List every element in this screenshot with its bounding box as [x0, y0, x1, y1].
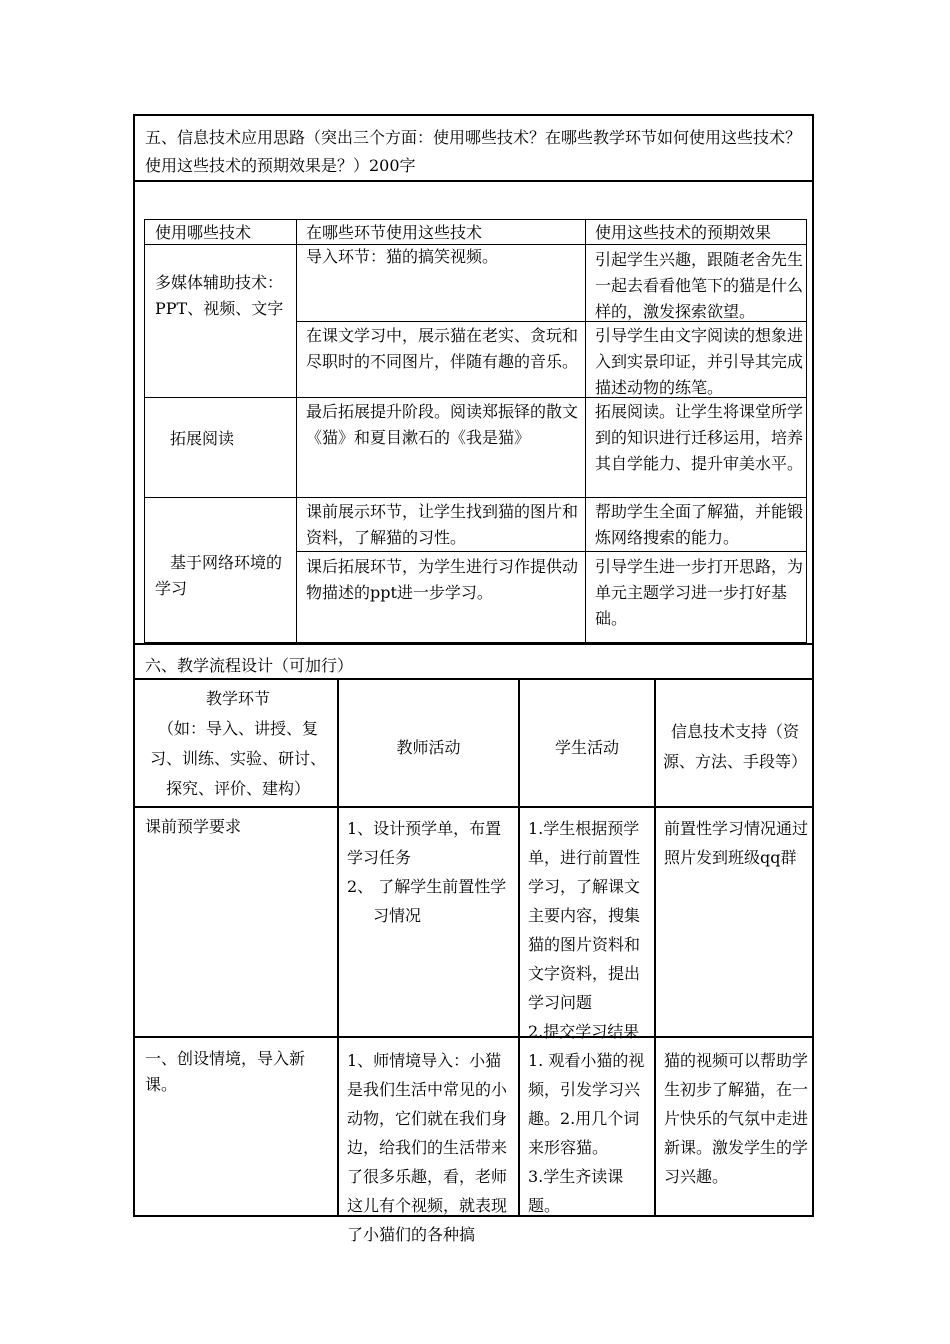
- tech-header-tech: 使用哪些技术: [155, 223, 252, 242]
- flow-student-item: 2.提交学习结果: [528, 1022, 640, 1041]
- tech-header-stage: 在哪些环节使用这些技术: [306, 223, 483, 242]
- tech-stage-cell: 课后拓展环节，为学生进行习作提供动物描述的ppt进一步学习。: [306, 557, 579, 602]
- tech-effect-cell: 引导学生由文字阅读的想象进入到实景印证，并引导其完成描述动物的练笔。: [595, 326, 804, 397]
- flow-student-item: 1. 观看小猫的视频，引发学习兴趣。2.用几个词来形容猫。: [528, 1051, 645, 1157]
- tech-stage-cell: 在课文学习中，展示猫在老实、贪玩和尽职时的不同图片，伴随有趣的音乐。: [306, 326, 579, 371]
- tech-group-multimedia: 多媒体辅助技术：PPT、视频、文字: [155, 273, 284, 318]
- flow-teacher-cell: [347, 814, 513, 930]
- flow-student-item: 3.学生齐读课题。: [528, 1167, 624, 1215]
- flow-header-student: 学生活动: [554, 738, 619, 757]
- flow-it-cell: 前置性学习情况通过照片发到班级qq群: [664, 819, 809, 867]
- tech-effect-cell: 引导学生进一步打开思路，为单元主题学习进一步打好基础。: [595, 557, 804, 628]
- tech-group-reading: 拓展阅读: [170, 429, 235, 448]
- flow-student-cell: [528, 814, 652, 1046]
- flow-header-it: 信息技术支持（资源、方法、手段等）: [662, 722, 807, 771]
- flow-stage-cell: 一、创设情境，导入新课。: [145, 1049, 306, 1094]
- tech-table: [144, 219, 807, 643]
- tech-group-network: 基于网络环境的学习: [155, 553, 283, 598]
- flow-student-cell: [528, 1046, 652, 1220]
- tech-effect-cell: 帮助学生全面了解猫，并能锻炼网络搜索的能力。: [595, 502, 804, 547]
- section5-heading: 五、信息技术应用思路（突出三个方面：使用哪些技术？在哪些教学环节如何使用这些技术？使用这些技术的预期效果是？）200字: [135, 116, 812, 182]
- section6-heading: 六、教学流程设计（可加行）: [145, 656, 354, 675]
- flow-teacher-cell: [347, 1046, 513, 1249]
- tech-stage-cell: 导入环节：猫的搞笑视频。: [306, 247, 499, 266]
- flow-header-stage: 教学环节 （如：导入、讲授、复习、训练、实验、研讨、探究、评价、建构）: [149, 689, 326, 798]
- flow-teacher-item: 2、 了解学生前置性学习情况: [347, 877, 507, 925]
- tech-effect-cell: 拓展阅读。让学生将课堂所学到的知识进行迁移运用，培养其自学能力、提升审美水平。: [595, 402, 804, 473]
- tech-effect-cell: 引起学生兴趣，跟随老舍先生一起去看看他笔下的猫是什么样的，激发探索欲望。: [595, 250, 804, 321]
- flow-header-teacher: 教师活动: [396, 738, 461, 757]
- flow-teacher-item: 1、师情境导入：小猫是我们生活中常见的小动物，它们就在我们身边，给我们的生活带来了很多乐趣，看，老师这儿有个视频，就表现了小猫们的各种搞: [347, 1051, 508, 1244]
- tech-stage-cell: 最后拓展提升阶段。阅读郑振铎的散文《猫》和夏目漱石的《我是猫》: [306, 402, 579, 447]
- flow-it-cell: 猫的视频可以帮助学生初步了解猫，在一片快乐的气氛中走进新课。激发学生的学习兴趣。: [664, 1051, 809, 1186]
- flow-teacher-item: 1、设计预学单，布置学习任务: [347, 819, 502, 867]
- flow-student-item: 1.学生根据预学单，进行前置性学习，了解课文主要内容，搜集猫的图片资料和文字资料，提出学习问题: [528, 819, 641, 1012]
- tech-header-effect: 使用这些技术的预期效果: [595, 223, 772, 242]
- tech-stage-cell: 课前展示环节，让学生找到猫的图片和资料，了解猫的习性。: [306, 502, 579, 547]
- lesson-plan-frame: [133, 114, 814, 1244]
- flow-stage-cell: 课前预学要求: [145, 817, 242, 836]
